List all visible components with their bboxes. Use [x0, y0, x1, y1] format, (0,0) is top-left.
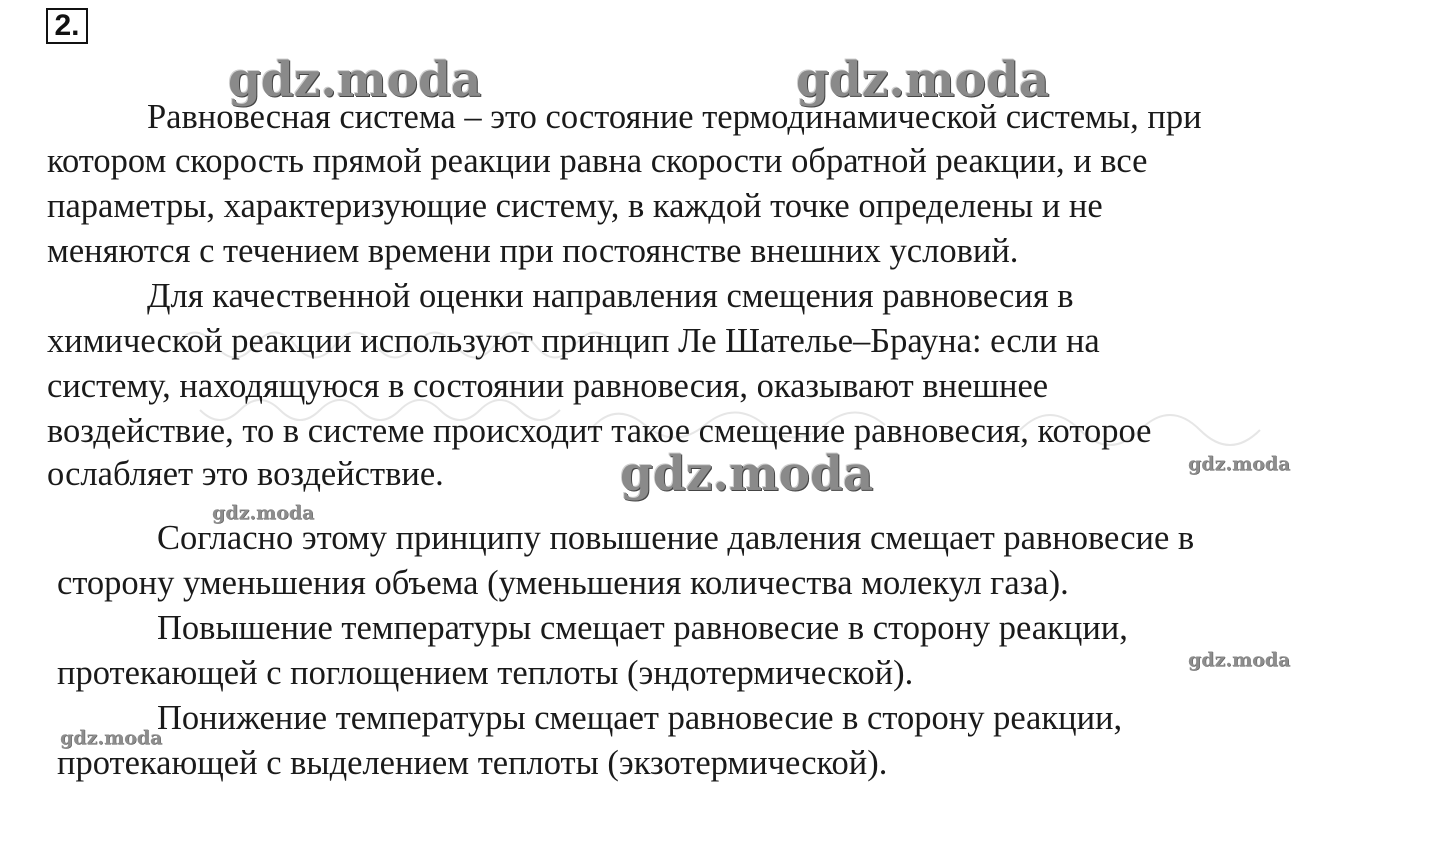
text-line: сторону уменьшения объема (уменьшения количества молекул газа).: [57, 564, 1069, 602]
text-line: Понижение температуры смещает равновесие в сторону реакции,: [157, 699, 1123, 737]
watermark-logo: gdz.moda: [620, 446, 874, 502]
text-line: параметры, характеризующие систему, в каждой точке определены и не: [47, 187, 1103, 225]
text-line: меняются с течением времени при постоянстве внешних условий.: [47, 232, 1019, 270]
watermark-small: gdz.moda: [212, 502, 315, 524]
text-line: протекающей с поглощением теплоты (эндотермической).: [57, 654, 914, 692]
text-line: систему, находящуюся в состоянии равновесия, оказывают внешнее: [47, 367, 1049, 405]
text-line: протекающей с выделением теплоты (экзотермической).: [57, 744, 888, 782]
watermark-logo: gdz.moda: [796, 52, 1050, 108]
text-line: Повышение температуры смещает равновесие в сторону реакции,: [157, 609, 1128, 647]
task-number: 2.: [46, 8, 88, 44]
watermark-small: gdz.moda: [60, 727, 163, 749]
text-line: Для качественной оценки направления смещения равновесия в: [147, 277, 1074, 315]
text-line: Согласно этому принципу повышение давления смещает равновесие в: [157, 519, 1195, 557]
watermark-logo: gdz.moda: [228, 52, 482, 108]
text-line: Равновесная система – это состояние термодинамической системы, при: [147, 98, 1202, 136]
watermark-small: gdz.moda: [1188, 649, 1291, 671]
text-line: химической реакции используют принцип Ле Шателье–Брауна: если на: [47, 322, 1100, 360]
watermark-small: gdz.moda: [1188, 453, 1291, 475]
text-line: воздействие, то в системе происходит такое смещение равновесия, которое: [47, 412, 1152, 450]
text-line: котором скорость прямой реакции равна скорости обратной реакции, и все: [47, 142, 1148, 180]
text-line: ослабляет это воздействие.: [47, 455, 444, 493]
